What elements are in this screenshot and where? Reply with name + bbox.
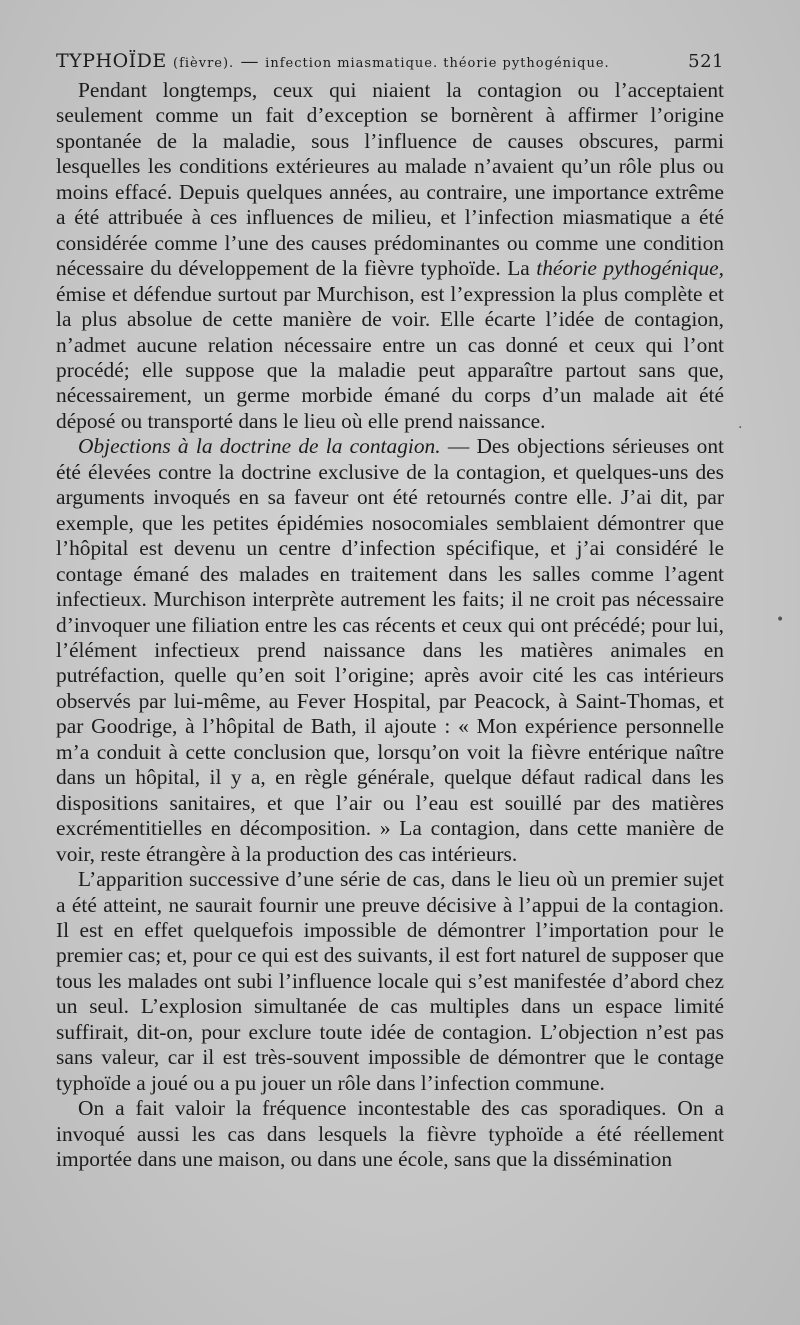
running-header (56, 44, 724, 78)
paragraph-2 (56, 434, 724, 867)
header-subtitle: infection miasmatique. théorie pythogénique. (265, 56, 610, 71)
paragraph-1-italic: théorie pythogénique, (536, 256, 724, 281)
paragraph-1-text-b: émise et défendue surtout par Murchison, est l’expression la plus complète et la plus absolue de cette manière de voir. Elle écarte l’idée de contagion, n’admet aucune relation nécessaire entre un cas donné et ceux qui l’ont procédé; elle suppose que la maladie peut apparaître partout sans que, nécessairement, un germe morbide émané du corps d’un malade ait été déposé ou transporté dans le lieu où elle prend naissance. (56, 281, 724, 433)
header-dash: — (240, 51, 259, 72)
paragraph-3 (56, 867, 724, 1096)
book-page (56, 44, 724, 1172)
margin-speck: • (776, 612, 785, 628)
paragraph-2-heading: Objections à la doctrine de la contagion. (78, 434, 441, 459)
header-title-main: TYPHOÏDE (56, 50, 167, 72)
paragraph-2-text: — Des objections sérieuses ont été élevées contre la doctrine exclusive de la contagion, et quelques-uns des arguments invoqués en sa faveur ont été retournés contre elle. J’ai dit, par exemple, que les petites épidémies nosocomiales semblaient démontrer que l’hôpital est devenu un centre d’infection spécifique, et j’ai considéré le contage émané des malades en traitement dans les salles comme l’agent infectieux. Murchison interprète autrement les faits; il ne croit pas nécessaire d’invoquer une filiation entre les cas récents et ceux qui ont précédé; pour lui, l’élément infectieux prend naissance dans les matières animales en putréfaction, quelle qu’en soit l’origine; après avoir cité les cas intérieurs observés par lui-même, au Fever Hospital, par Peacock, à Saint-Thomas, et par Goodrige, à l’hôpital de Bath, il ajoute : « Mon expérience personnelle m’a conduit à cette conclusion que, lorsqu’on voit la fièvre entérique naître dans un hôpital, il y a, en règle générale, quelque défaut radical dans les dispositions sanitaires, et que l’air ou l’eau est souillé par des matières excrémentitielles en décomposition. » La contagion, dans cette manière de voir, reste étrangère à la production des cas intérieurs. (56, 434, 724, 866)
paragraph-3-text: L’apparition successive d’une série de cas, dans le lieu où un premier sujet a été atteint, ne saurait fournir une preuve décisive à l’appui de la contagion. Il est en effet quelquefois impossible de démontrer l’importation pour le premier cas; et, pour ce qui est des suivants, il est fort naturel de supposer que tous les malades ont subi l’influence locale qui s’est manifestée d’abord chez un seul. L’explosion simultanée de cas multiples dans un espace limité suffirait, dit-on, pour exclure toute idée de contagion. L’objection n’est pas sans valeur, car il est très-souvent impossible de démontrer que le contage typhoïde a joué ou a pu jouer un rôle dans l’infection commune. (56, 867, 724, 1095)
running-title (56, 44, 610, 81)
paragraph-1-text-a: Pendant longtemps, ceux qui niaient la contagion ou l’acceptaient seulement comme un fait d’exception se bornèrent à affirmer l’origine spontanée de la maladie, sous l’influence de causes obscures, parmi lesquelles les conditions extérieures au malade n’avaient qu’un rôle plus ou moins effacé. Depuis quelques années, au contraire, une importance extrême a été attribuée à ces influences de milieu, et l’infection miasmatique a été considérée comme l’une des causes prédominantes ou comme une condition nécessaire du développement de la fièvre typhoïde. La (56, 78, 724, 281)
paragraph-1 (56, 78, 724, 434)
paragraph-4 (56, 1096, 724, 1172)
header-title-paren: (fièvre). (173, 56, 235, 71)
margin-speck-2: · (738, 420, 743, 436)
paragraph-4-text: On a fait valoir la fréquence incontestable des cas sporadiques. On a invoqué aussi les cas dans lesquels la fièvre typhoïde a été réellement importée dans une maison, ou dans une école, sans que la dissémination (56, 1096, 724, 1172)
body-text (56, 78, 724, 1172)
page-number: 521 (688, 51, 724, 72)
